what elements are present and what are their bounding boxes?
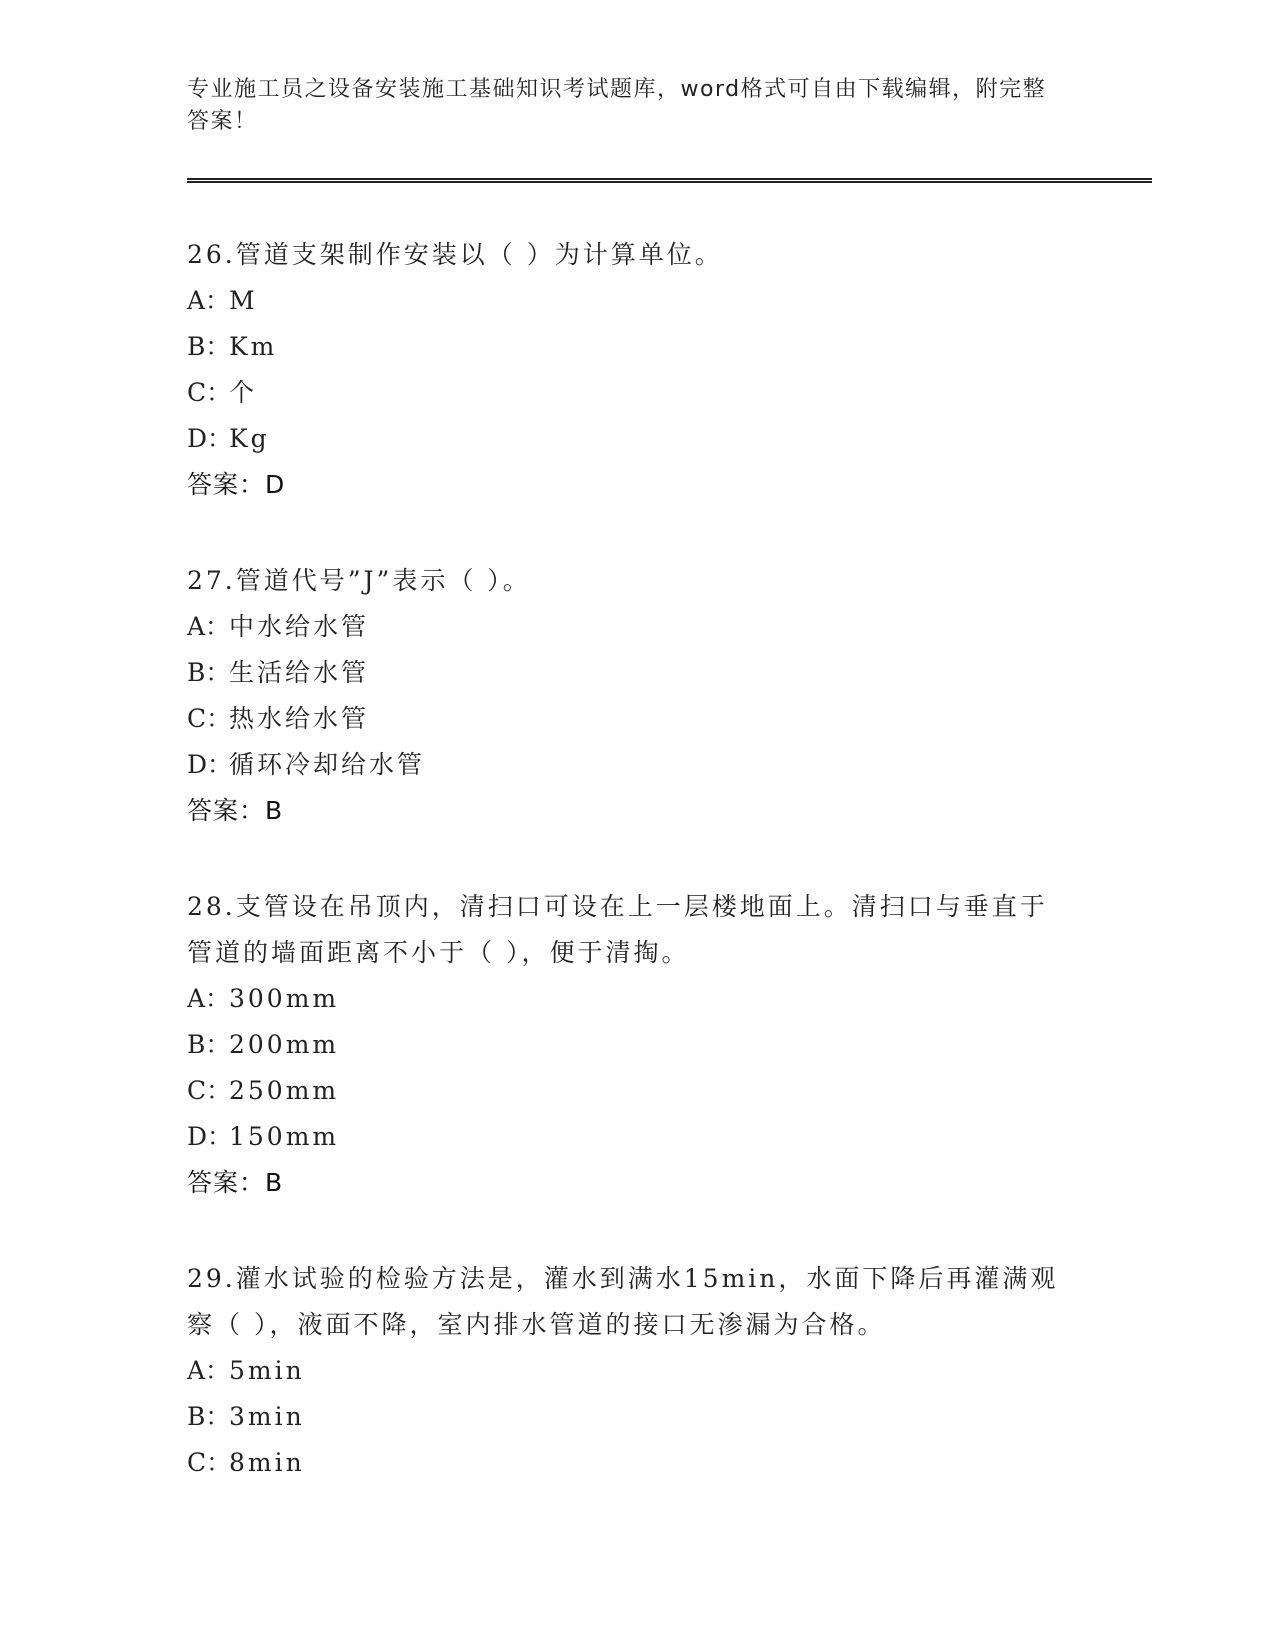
option-a: [187, 278, 1067, 324]
option-d: [187, 416, 1067, 462]
option-letter: C：: [187, 704, 232, 733]
option-letter: A：: [187, 612, 231, 641]
answer-line: 答案：B: [187, 1168, 284, 1197]
option-text: 个: [229, 378, 258, 407]
option-text: 250mm: [229, 1076, 340, 1105]
question-text: 28.支管设在吊顶内，清扫口可设在上一层楼地面上。清扫口与垂直于管道的墙面距离不小于（ ），便于清掏。: [187, 892, 1048, 967]
option-text: 8min: [229, 1448, 305, 1477]
option-b: [187, 650, 1067, 696]
header-divider: [187, 178, 1152, 183]
option-letter: A：: [187, 1356, 231, 1385]
question-28: [187, 884, 1067, 1206]
option-c: [187, 370, 1067, 416]
option-letter: B：: [187, 1402, 231, 1431]
option-text: 5min: [229, 1356, 305, 1385]
option-c: [187, 696, 1067, 742]
question-text: 27.管道代号”J”表示（ ）。: [187, 566, 531, 595]
answer-line: 答案：D: [187, 470, 286, 499]
option-b: [187, 324, 1067, 370]
question-text: 26.管道支架制作安装以（ ）为计算单位。: [187, 240, 723, 269]
option-letter: C：: [187, 378, 232, 407]
question-27: [187, 558, 1067, 834]
question-26: [187, 232, 1067, 508]
option-letter: D：: [187, 750, 233, 779]
option-text: 中水给水管: [229, 612, 370, 641]
answer-line: 答案：B: [187, 796, 284, 825]
option-text: 200mm: [229, 1030, 340, 1059]
option-letter: D：: [187, 1122, 233, 1151]
option-text: 生活给水管: [229, 658, 370, 687]
option-text: 循环冷却给水管: [229, 750, 426, 779]
option-letter: B：: [187, 332, 231, 361]
option-c: [187, 1440, 1067, 1486]
option-a: [187, 976, 1067, 1022]
option-d: [187, 742, 1067, 788]
question-text: 29.灌水试验的检验方法是，灌水到满水15min，水面下降后再灌满观察（ ），液面不降，室内排水管道的接口无渗漏为合格。: [187, 1264, 1059, 1339]
document-header: 专业施工员之设备安装施工基础知识考试题库，word格式可自由下载编辑，附完整答案！: [187, 77, 1047, 134]
option-text: Kg: [229, 424, 270, 453]
option-letter: C：: [187, 1076, 232, 1105]
option-a: [187, 604, 1067, 650]
option-text: Km: [229, 332, 278, 361]
option-letter: A：: [187, 984, 231, 1013]
question-29: [187, 1256, 1067, 1486]
option-b: [187, 1394, 1067, 1440]
question-list: [187, 232, 1067, 1536]
option-letter: C：: [187, 1448, 232, 1477]
option-letter: D：: [187, 424, 233, 453]
option-letter: B：: [187, 1030, 231, 1059]
option-a: [187, 1348, 1067, 1394]
option-b: [187, 1022, 1067, 1068]
option-text: 热水给水管: [229, 704, 370, 733]
option-text: 300mm: [229, 984, 340, 1013]
option-c: [187, 1068, 1067, 1114]
option-text: M: [229, 286, 258, 315]
option-text: 3min: [229, 1402, 305, 1431]
option-d: [187, 1114, 1067, 1160]
option-letter: A：: [187, 286, 231, 315]
option-text: 150mm: [229, 1122, 340, 1151]
option-letter: B：: [187, 658, 231, 687]
